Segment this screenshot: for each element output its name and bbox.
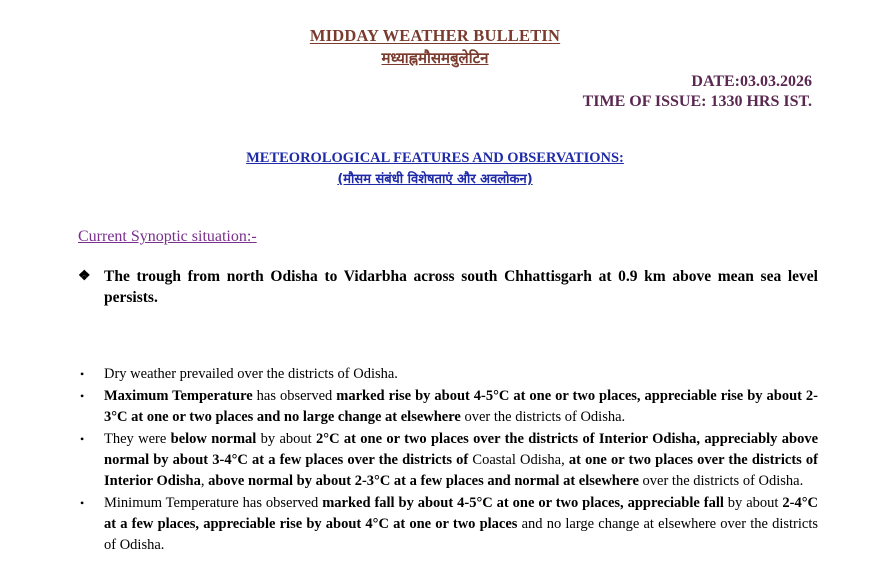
observation-text-bold: marked fall by about 4-5°C at one or two places, appreciable fall [322, 495, 724, 511]
observation-item [78, 364, 818, 385]
observation-text: Minimum Temperature has observed [104, 495, 323, 511]
diamond-bullet-icon: ❖ [78, 269, 91, 284]
synoptic-item [78, 266, 818, 308]
bullet-icon: • [80, 432, 85, 446]
section-title-english: METEOROLOGICAL FEATURES AND OBSERVATIONS: [246, 150, 624, 166]
observation-item [78, 429, 818, 492]
observation-text: Coastal Odisha, [468, 452, 569, 468]
observation-text: has observed [252, 388, 337, 404]
bullet-icon: • [80, 389, 85, 403]
observation-text: and no large change at elsewhere over the districts of Odisha. [104, 516, 818, 553]
observation-text: over the districts of Odisha. [460, 409, 626, 425]
bulletin-title-english: MIDDAY WEATHER BULLETIN [309, 26, 561, 45]
observation-text-bold: Maximum Temperature [104, 388, 253, 404]
observation-text: Dry weather prevailed over the districts of Odisha. [104, 366, 398, 382]
issue-info [583, 72, 812, 112]
synoptic-heading: Current Synoptic situation:- [78, 228, 257, 245]
section-title-hindi: (मौसम संबंधी विशेषताएं और अवलोकन) [337, 172, 533, 187]
observation-text-bold: marked rise by about 4-5°C at one or two places, appreciable rise by about 2-3°C at one or two places and no large change at elsewhere [104, 388, 819, 425]
section-title-block [0, 150, 870, 187]
observation-text-bold: 2°C at one or two places over the districts of Interior Odisha, appreciably above normal by about 3-4°C at a few places over the districts of [104, 431, 819, 468]
observation-text-bold: at one or two places over the districts of Interior Odisha [104, 452, 818, 489]
observation-text: They were [104, 431, 171, 447]
observation-item [78, 493, 818, 556]
issue-time: TIME OF ISSUE: 1330 HRS IST. [582, 93, 812, 110]
observation-text: by about [723, 495, 783, 511]
bullet-icon: • [80, 496, 85, 510]
observation-text-bold: above normal by about 2-3°C at a few places and normal at elsewhere [208, 473, 639, 489]
observation-text: , [200, 473, 209, 489]
observation-text: over the districts of Odisha. [638, 473, 804, 489]
issue-date: DATE:03.03.2026 [691, 73, 812, 90]
bulletin-title-hindi: मध्याह्नमौसमबुलेटिन [381, 49, 489, 67]
bullet-icon: • [80, 367, 85, 381]
bulletin-title-block [0, 26, 870, 68]
observation-text-bold: below normal [170, 431, 257, 447]
observation-list [78, 364, 818, 557]
observation-text: by about [256, 431, 317, 447]
synoptic-text: The trough from north Odisha to Vidarbha across south Chhattisgarh at 0.9 km above mean sea level persists. [104, 268, 818, 306]
observation-item [78, 386, 818, 428]
observation-text-bold: 2-4°C at a few places, appreciable rise by about 4°C at one or two places [104, 495, 818, 532]
